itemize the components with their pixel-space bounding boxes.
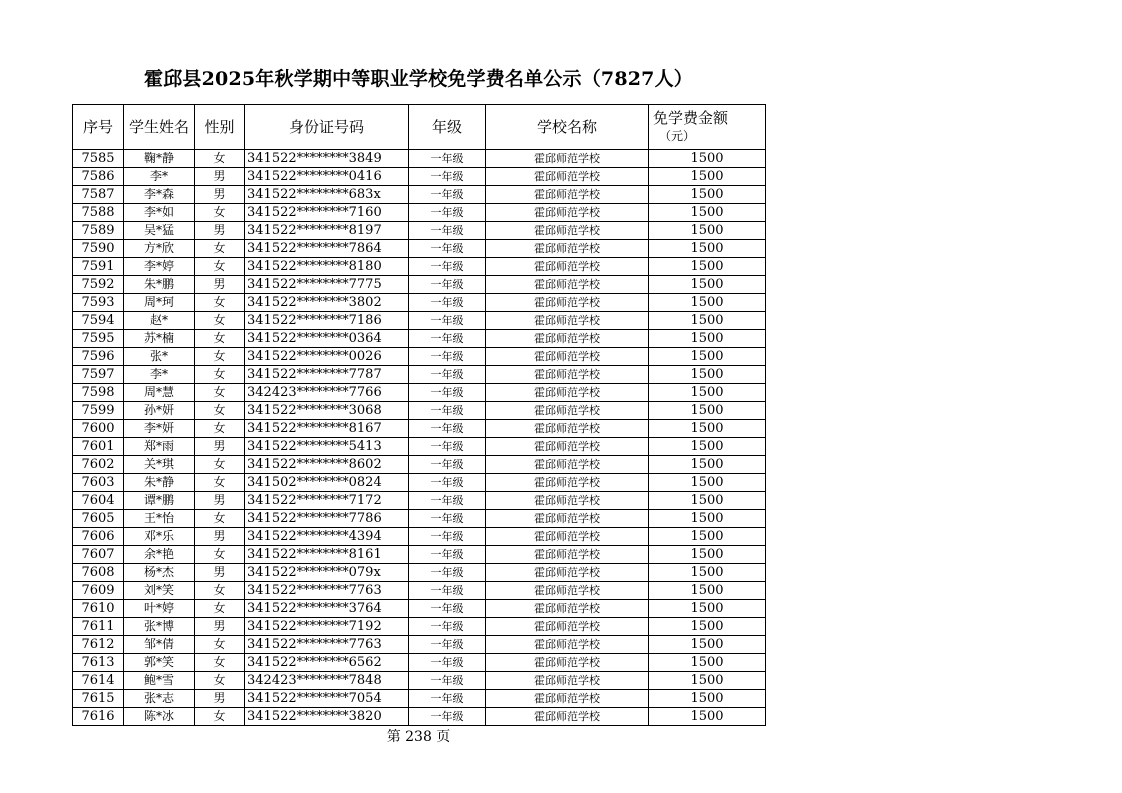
table-row (73, 618, 766, 636)
cell-school: 霍邱师范学校 (486, 546, 649, 564)
cell-id: 341522********7864 (245, 240, 409, 258)
cell-gender: 男 (195, 186, 245, 204)
cell-name: 李*婷 (124, 258, 195, 276)
table-row (73, 636, 766, 654)
cell-seq: 7616 (73, 708, 124, 726)
table-row (73, 402, 766, 420)
cell-school: 霍邱师范学校 (486, 258, 649, 276)
cell-gender: 女 (195, 366, 245, 384)
table-row (73, 204, 766, 222)
cell-id: 341522********3068 (245, 402, 409, 420)
cell-seq: 7603 (73, 474, 124, 492)
cell-gender: 女 (195, 546, 245, 564)
cell-grade: 一年级 (409, 294, 486, 312)
cell-gender: 男 (195, 564, 245, 582)
cell-school: 霍邱师范学校 (486, 384, 649, 402)
cell-seq: 7590 (73, 240, 124, 258)
cell-name: 关*琪 (124, 456, 195, 474)
cell-id: 341522********7160 (245, 204, 409, 222)
cell-gender: 女 (195, 474, 245, 492)
cell-id: 341522********0026 (245, 348, 409, 366)
cell-seq: 7611 (73, 618, 124, 636)
cell-id: 341522********0364 (245, 330, 409, 348)
cell-name: 朱*静 (124, 474, 195, 492)
cell-seq: 7587 (73, 186, 124, 204)
cell-grade: 一年级 (409, 420, 486, 438)
cell-school: 霍邱师范学校 (486, 186, 649, 204)
header-id: 身份证号码 (245, 105, 409, 150)
cell-name: 刘*笑 (124, 582, 195, 600)
cell-gender: 女 (195, 402, 245, 420)
header-amount-line2: （元） (659, 129, 696, 143)
cell-grade: 一年级 (409, 654, 486, 672)
page-number: 第 238 页 (386, 729, 451, 745)
cell-school: 霍邱师范学校 (486, 438, 649, 456)
cell-amount: 1500 (649, 330, 766, 348)
header-seq: 序号 (73, 105, 124, 150)
header-amount-line1: 免学费金额 (653, 109, 729, 127)
table-row (73, 420, 766, 438)
cell-amount: 1500 (649, 492, 766, 510)
cell-gender: 女 (195, 456, 245, 474)
cell-grade: 一年级 (409, 618, 486, 636)
cell-grade: 一年级 (409, 690, 486, 708)
cell-name: 谭*鹏 (124, 492, 195, 510)
cell-seq: 7604 (73, 492, 124, 510)
header-school: 学校名称 (486, 105, 649, 150)
cell-amount: 1500 (649, 618, 766, 636)
cell-id: 341502********0824 (245, 474, 409, 492)
cell-name: 余*艳 (124, 546, 195, 564)
cell-id: 341522********8180 (245, 258, 409, 276)
cell-school: 霍邱师范学校 (486, 636, 649, 654)
cell-amount: 1500 (649, 654, 766, 672)
table-row (73, 654, 766, 672)
cell-name: 李* (124, 168, 195, 186)
cell-grade: 一年级 (409, 402, 486, 420)
cell-id: 341522********7186 (245, 312, 409, 330)
cell-id: 341522********4394 (245, 528, 409, 546)
cell-school: 霍邱师范学校 (486, 222, 649, 240)
cell-school: 霍邱师范学校 (486, 492, 649, 510)
cell-amount: 1500 (649, 402, 766, 420)
cell-grade: 一年级 (409, 312, 486, 330)
cell-gender: 男 (195, 276, 245, 294)
cell-seq: 7597 (73, 366, 124, 384)
cell-amount: 1500 (649, 168, 766, 186)
cell-gender: 女 (195, 330, 245, 348)
cell-name: 张* (124, 348, 195, 366)
cell-id: 341522********8602 (245, 456, 409, 474)
cell-school: 霍邱师范学校 (486, 402, 649, 420)
cell-name: 吴*猛 (124, 222, 195, 240)
cell-seq: 7594 (73, 312, 124, 330)
cell-grade: 一年级 (409, 168, 486, 186)
cell-school: 霍邱师范学校 (486, 654, 649, 672)
cell-id: 341522********7775 (245, 276, 409, 294)
cell-amount: 1500 (649, 456, 766, 474)
cell-gender: 女 (195, 636, 245, 654)
cell-school: 霍邱师范学校 (486, 330, 649, 348)
cell-gender: 女 (195, 600, 245, 618)
cell-amount: 1500 (649, 528, 766, 546)
cell-name: 郭*笑 (124, 654, 195, 672)
cell-name: 张*博 (124, 618, 195, 636)
table-row (73, 474, 766, 492)
cell-seq: 7592 (73, 276, 124, 294)
cell-id: 341522********8161 (245, 546, 409, 564)
cell-grade: 一年级 (409, 384, 486, 402)
cell-grade: 一年级 (409, 600, 486, 618)
cell-school: 霍邱师范学校 (486, 510, 649, 528)
cell-seq: 7588 (73, 204, 124, 222)
table-row (73, 672, 766, 690)
cell-amount: 1500 (649, 420, 766, 438)
cell-name: 李* (124, 366, 195, 384)
cell-name: 朱*鹏 (124, 276, 195, 294)
cell-seq: 7608 (73, 564, 124, 582)
header-amount (649, 105, 766, 150)
cell-school: 霍邱师范学校 (486, 150, 649, 168)
cell-grade: 一年级 (409, 222, 486, 240)
table-row (73, 366, 766, 384)
table-header-row (73, 105, 766, 150)
cell-gender: 女 (195, 384, 245, 402)
cell-seq: 7615 (73, 690, 124, 708)
table-row (73, 330, 766, 348)
cell-seq: 7586 (73, 168, 124, 186)
cell-gender: 女 (195, 672, 245, 690)
cell-id: 341522********0416 (245, 168, 409, 186)
cell-grade: 一年级 (409, 546, 486, 564)
cell-amount: 1500 (649, 672, 766, 690)
table-row (73, 222, 766, 240)
table-row (73, 294, 766, 312)
cell-amount: 1500 (649, 384, 766, 402)
cell-id: 341522********683x (245, 186, 409, 204)
cell-school: 霍邱师范学校 (486, 168, 649, 186)
cell-grade: 一年级 (409, 186, 486, 204)
cell-grade: 一年级 (409, 204, 486, 222)
page-title: 霍邱县2025年秋学期中等职业学校免学费名单公示（7827人） (144, 68, 693, 90)
cell-gender: 男 (195, 222, 245, 240)
table-row (73, 186, 766, 204)
cell-school: 霍邱师范学校 (486, 240, 649, 258)
table-row (73, 312, 766, 330)
cell-amount: 1500 (649, 438, 766, 456)
cell-name: 赵* (124, 312, 195, 330)
cell-id: 341522********7787 (245, 366, 409, 384)
cell-grade: 一年级 (409, 150, 486, 168)
table-row (73, 168, 766, 186)
cell-gender: 男 (195, 168, 245, 186)
cell-school: 霍邱师范学校 (486, 474, 649, 492)
cell-name: 李*如 (124, 204, 195, 222)
cell-name: 郑*雨 (124, 438, 195, 456)
cell-id: 341522********7192 (245, 618, 409, 636)
cell-school: 霍邱师范学校 (486, 294, 649, 312)
cell-school: 霍邱师范学校 (486, 366, 649, 384)
cell-amount: 1500 (649, 150, 766, 168)
cell-amount: 1500 (649, 708, 766, 726)
cell-grade: 一年级 (409, 582, 486, 600)
cell-gender: 女 (195, 294, 245, 312)
cell-gender: 男 (195, 618, 245, 636)
cell-name: 周*慧 (124, 384, 195, 402)
cell-grade: 一年级 (409, 456, 486, 474)
table-row (73, 150, 766, 168)
cell-gender: 女 (195, 258, 245, 276)
cell-name: 李*妍 (124, 420, 195, 438)
cell-gender: 男 (195, 528, 245, 546)
cell-id: 342423********7848 (245, 672, 409, 690)
cell-grade: 一年级 (409, 672, 486, 690)
table-row (73, 276, 766, 294)
cell-grade: 一年级 (409, 438, 486, 456)
cell-gender: 男 (195, 492, 245, 510)
table-row (73, 384, 766, 402)
header-name: 学生姓名 (124, 105, 195, 150)
cell-amount: 1500 (649, 690, 766, 708)
cell-amount: 1500 (649, 204, 766, 222)
cell-id: 341522********8197 (245, 222, 409, 240)
table-row (73, 258, 766, 276)
cell-name: 叶*婷 (124, 600, 195, 618)
cell-school: 霍邱师范学校 (486, 708, 649, 726)
cell-id: 341522********5413 (245, 438, 409, 456)
cell-grade: 一年级 (409, 564, 486, 582)
cell-gender: 女 (195, 312, 245, 330)
table-row (73, 510, 766, 528)
cell-amount: 1500 (649, 582, 766, 600)
cell-gender: 男 (195, 690, 245, 708)
cell-name: 王*怡 (124, 510, 195, 528)
cell-amount: 1500 (649, 564, 766, 582)
table-row (73, 546, 766, 564)
cell-gender: 女 (195, 420, 245, 438)
cell-name: 杨*杰 (124, 564, 195, 582)
cell-school: 霍邱师范学校 (486, 276, 649, 294)
cell-grade: 一年级 (409, 258, 486, 276)
cell-school: 霍邱师范学校 (486, 690, 649, 708)
student-table (72, 104, 766, 726)
cell-seq: 7610 (73, 600, 124, 618)
cell-amount: 1500 (649, 636, 766, 654)
cell-seq: 7602 (73, 456, 124, 474)
cell-gender: 女 (195, 240, 245, 258)
cell-amount: 1500 (649, 312, 766, 330)
cell-school: 霍邱师范学校 (486, 456, 649, 474)
cell-grade: 一年级 (409, 366, 486, 384)
table-row (73, 240, 766, 258)
cell-id: 341522********7763 (245, 636, 409, 654)
cell-id: 341522********8167 (245, 420, 409, 438)
cell-gender: 女 (195, 582, 245, 600)
cell-school: 霍邱师范学校 (486, 348, 649, 366)
cell-seq: 7609 (73, 582, 124, 600)
cell-seq: 7612 (73, 636, 124, 654)
cell-seq: 7591 (73, 258, 124, 276)
cell-id: 341522********3764 (245, 600, 409, 618)
cell-gender: 女 (195, 510, 245, 528)
cell-amount: 1500 (649, 366, 766, 384)
cell-gender: 女 (195, 204, 245, 222)
table-row (73, 456, 766, 474)
cell-grade: 一年级 (409, 474, 486, 492)
cell-grade: 一年级 (409, 240, 486, 258)
cell-name: 苏*楠 (124, 330, 195, 348)
table-row (73, 438, 766, 456)
table-row (73, 528, 766, 546)
table-row (73, 690, 766, 708)
cell-id: 342423********7766 (245, 384, 409, 402)
cell-id: 341522********7763 (245, 582, 409, 600)
cell-gender: 女 (195, 348, 245, 366)
cell-school: 霍邱师范学校 (486, 582, 649, 600)
cell-amount: 1500 (649, 474, 766, 492)
cell-id: 341522********3820 (245, 708, 409, 726)
cell-seq: 7605 (73, 510, 124, 528)
cell-name: 鞠*静 (124, 150, 195, 168)
cell-name: 陈*冰 (124, 708, 195, 726)
cell-seq: 7596 (73, 348, 124, 366)
cell-school: 霍邱师范学校 (486, 564, 649, 582)
cell-amount: 1500 (649, 546, 766, 564)
cell-school: 霍邱师范学校 (486, 600, 649, 618)
cell-school: 霍邱师范学校 (486, 312, 649, 330)
table-row (73, 348, 766, 366)
table-row (73, 564, 766, 582)
cell-grade: 一年级 (409, 708, 486, 726)
cell-gender: 女 (195, 654, 245, 672)
cell-seq: 7614 (73, 672, 124, 690)
cell-gender: 男 (195, 438, 245, 456)
cell-name: 张*志 (124, 690, 195, 708)
cell-name: 李*森 (124, 186, 195, 204)
cell-id: 341522********6562 (245, 654, 409, 672)
cell-grade: 一年级 (409, 528, 486, 546)
cell-id: 341522********7172 (245, 492, 409, 510)
cell-seq: 7595 (73, 330, 124, 348)
cell-grade: 一年级 (409, 330, 486, 348)
cell-school: 霍邱师范学校 (486, 618, 649, 636)
cell-name: 方*欣 (124, 240, 195, 258)
table-row (73, 708, 766, 726)
cell-seq: 7593 (73, 294, 124, 312)
cell-amount: 1500 (649, 510, 766, 528)
cell-name: 孙*妍 (124, 402, 195, 420)
cell-name: 邹*倩 (124, 636, 195, 654)
cell-seq: 7606 (73, 528, 124, 546)
cell-seq: 7607 (73, 546, 124, 564)
cell-id: 341522********3802 (245, 294, 409, 312)
header-gender: 性别 (195, 105, 245, 150)
cell-grade: 一年级 (409, 492, 486, 510)
header-grade: 年级 (409, 105, 486, 150)
cell-seq: 7589 (73, 222, 124, 240)
cell-seq: 7585 (73, 150, 124, 168)
cell-amount: 1500 (649, 258, 766, 276)
cell-amount: 1500 (649, 276, 766, 294)
cell-id: 341522********3849 (245, 150, 409, 168)
cell-seq: 7613 (73, 654, 124, 672)
cell-school: 霍邱师范学校 (486, 672, 649, 690)
cell-amount: 1500 (649, 348, 766, 366)
cell-amount: 1500 (649, 222, 766, 240)
cell-amount: 1500 (649, 600, 766, 618)
cell-amount: 1500 (649, 294, 766, 312)
cell-gender: 女 (195, 150, 245, 168)
cell-school: 霍邱师范学校 (486, 204, 649, 222)
cell-seq: 7600 (73, 420, 124, 438)
cell-seq: 7598 (73, 384, 124, 402)
cell-name: 周*珂 (124, 294, 195, 312)
cell-gender: 女 (195, 708, 245, 726)
cell-grade: 一年级 (409, 276, 486, 294)
cell-amount: 1500 (649, 186, 766, 204)
cell-seq: 7599 (73, 402, 124, 420)
table-row (73, 600, 766, 618)
cell-seq: 7601 (73, 438, 124, 456)
cell-id: 341522********7786 (245, 510, 409, 528)
cell-school: 霍邱师范学校 (486, 420, 649, 438)
cell-name: 邓*乐 (124, 528, 195, 546)
cell-amount: 1500 (649, 240, 766, 258)
cell-name: 鲍*雪 (124, 672, 195, 690)
cell-id: 341522********7054 (245, 690, 409, 708)
cell-id: 341522********079x (245, 564, 409, 582)
cell-grade: 一年级 (409, 510, 486, 528)
cell-grade: 一年级 (409, 348, 486, 366)
table-row (73, 492, 766, 510)
table-row (73, 582, 766, 600)
cell-school: 霍邱师范学校 (486, 528, 649, 546)
cell-grade: 一年级 (409, 636, 486, 654)
